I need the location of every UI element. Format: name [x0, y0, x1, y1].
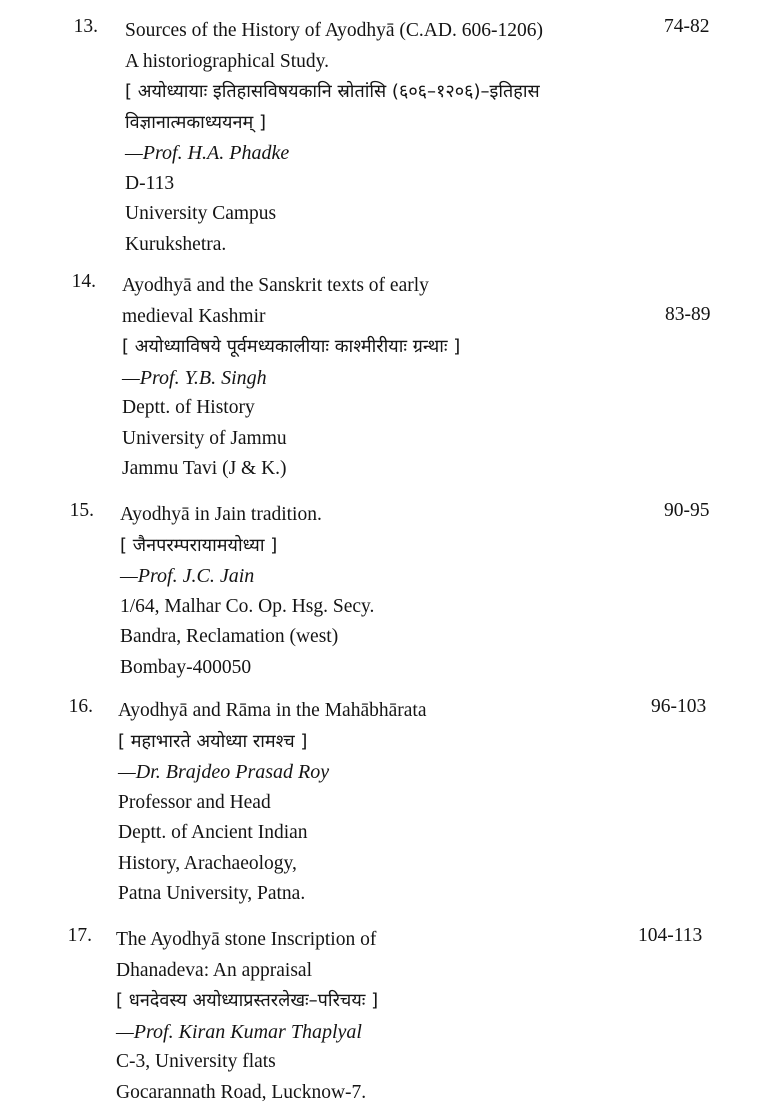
- entry-address-line: Gocarannath Road, Lucknow-7.: [116, 1081, 367, 1103]
- entry-pages: 104-113: [638, 925, 703, 946]
- entry-pages: 90-95: [664, 500, 710, 521]
- entry-address-line: C-3, University flats: [116, 1051, 276, 1072]
- entry-pages: 83-89: [665, 304, 711, 325]
- entry-address-line: Professor and Head: [118, 791, 271, 813]
- entry-title-line: medieval Kashmir: [122, 305, 266, 327]
- entry-pages: 96-103: [651, 696, 707, 717]
- entry-author: —Dr. Brajdeo Prasad Roy: [118, 761, 330, 783]
- entry-address-line: Jammu Tavi (J & K.): [122, 458, 287, 479]
- entry-address-line: D-113: [125, 172, 175, 194]
- entry-number: 14.: [71, 271, 96, 292]
- entry-author: —Prof. Y.B. Singh: [122, 366, 267, 389]
- entry-sanskrit-line: [ अयोध्याविषये पूर्वमध्यकालीयाः काश्मीरीयाः ग्रन्थाः ]: [122, 336, 461, 357]
- entry-sanskrit-line: [ जैनपरम्परायामयोध्या ]: [120, 534, 278, 556]
- entry-address-line: Deptt. of History: [122, 397, 255, 418]
- entry-address-line: Bombay-400050: [120, 656, 252, 678]
- entry-sanskrit-line: [ महाभारते अयोध्या रामश्च ]: [118, 730, 308, 752]
- entry-address-line: Patna University, Patna.: [118, 883, 306, 904]
- entry-address-line: 1/64, Malhar Co. Op. Hsg. Secy.: [120, 595, 375, 617]
- entry-number: 13.: [73, 16, 98, 37]
- entry-pages: 74-82: [664, 16, 710, 37]
- entry-address-line: Bandra, Reclamation (west): [120, 626, 339, 647]
- entry-title-line: Ayodhyā and Rāma in the Mahābhārata: [118, 700, 427, 721]
- entry-address-line: University of Jammu: [122, 427, 287, 449]
- entry-number: 17.: [67, 925, 92, 946]
- entry-author: —Prof. H.A. Phadke: [125, 142, 290, 164]
- entry-address-line: History, Arachaeology,: [118, 852, 297, 874]
- entry-address-line: University Campus: [125, 203, 277, 224]
- entry-author: —Prof. J.C. Jain: [120, 565, 255, 587]
- entry-title-line: The Ayodhyā stone Inscription of: [116, 929, 377, 950]
- entry-title-line: Ayodhyā and the Sanskrit texts of early: [122, 275, 429, 296]
- entry-number: 16.: [68, 696, 93, 717]
- entry-title-line: Dhanadeva: An appraisal: [116, 959, 313, 981]
- entry-address-line: Deptt. of Ancient Indian: [118, 822, 308, 843]
- entry-sanskrit-line: [ धनदेवस्य अयोध्याप्रस्तरलेखः–परिचयः ]: [116, 990, 379, 1011]
- entry-title-line: Ayodhyā in Jain tradition.: [120, 504, 322, 525]
- entry-address-line: Kurukshetra.: [125, 233, 227, 255]
- entry-number: 15.: [69, 500, 94, 521]
- entry-sanskrit-line: [ अयोध्यायाः इतिहासविषयकानि स्रोतांसि (६०६–१२०६)–इतिहास: [125, 81, 540, 102]
- entry-title-line: A historiographical Study.: [125, 50, 330, 72]
- entry-author: —Prof. Kiran Kumar Thaplyal: [116, 1020, 362, 1043]
- entry-sanskrit-line: विज्ञानात्मकाध्ययनम् ]: [125, 111, 266, 133]
- entry-title-line: Sources of the History of Ayodhyā (C.AD. 606-1206): [125, 20, 543, 41]
